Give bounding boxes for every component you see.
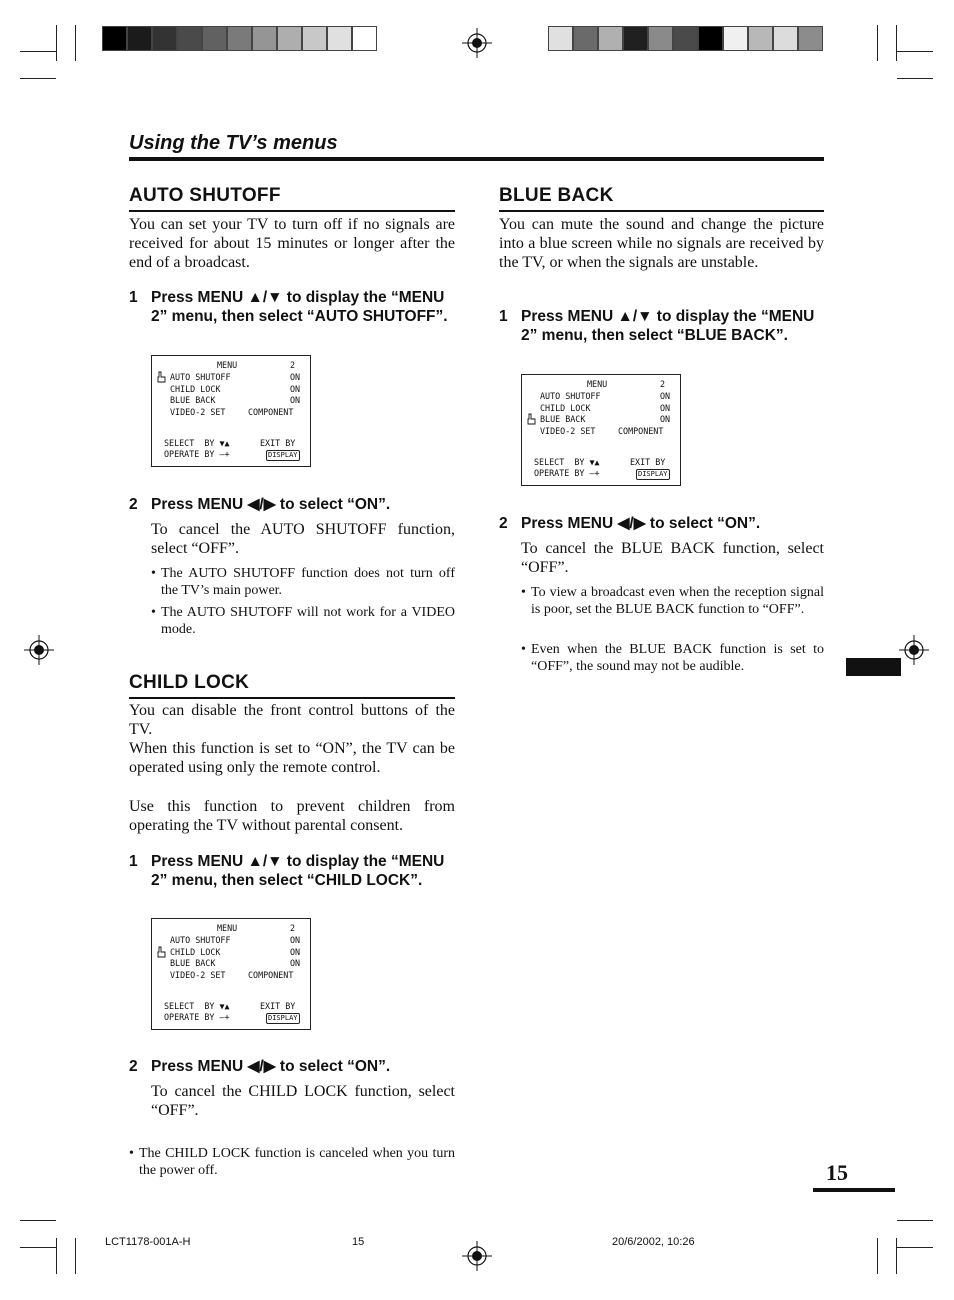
blue-back-step-1 — [499, 307, 824, 367]
child-lock-cancel: To cancel the CHILD LOCK function, select “OFF”. — [151, 1083, 455, 1120]
bullet-icon: • — [151, 605, 156, 620]
osd-item-label: BLUE BACK — [170, 958, 216, 968]
osd-header-label: MENU — [587, 379, 608, 389]
osd-display-badge: DISPLAY — [638, 470, 668, 478]
step-number: 2 — [129, 496, 138, 513]
calibration-swatch — [227, 26, 252, 51]
osd-item-label: BLUE BACK — [540, 414, 586, 424]
bullet-icon: • — [521, 642, 526, 657]
osd-item-label: BLUE BACK — [170, 395, 216, 405]
osd-item-label: AUTO SHUTOFF — [170, 935, 231, 945]
osd-select-hint: SELECT BY ▼▲ — [164, 1001, 230, 1011]
blue-back-cancel: To cancel the BLUE BACK function, select “OFF”. — [521, 540, 824, 577]
note-text: The AUTO SHUTOFF will not work for a VIDEO mode. — [161, 605, 455, 638]
step-text: Press MENU ▲/▼ to display the “MENU 2” menu, then select “AUTO SHUTOFF”. — [151, 289, 448, 326]
blue-back-step-2 — [499, 514, 824, 536]
osd-header-label: MENU — [217, 923, 238, 933]
step-text: Press MENU ◀/▶ to select “ON”. — [151, 496, 391, 513]
osd-exit-hint: EXIT BY — [260, 1001, 296, 1011]
step-text: Press MENU ▲/▼ to display the “MENU 2” menu, then select “CHILD LOCK”. — [151, 853, 445, 890]
calibration-swatch — [673, 26, 698, 51]
hand-pointer-icon — [157, 371, 168, 383]
osd-exit-hint: EXIT BY — [260, 438, 296, 448]
note-item — [129, 1145, 455, 1181]
step-text: Press MENU ◀/▶ to select “ON”. — [521, 515, 761, 532]
child-lock-rule — [129, 697, 455, 699]
child-lock-title: CHILD LOCK — [129, 672, 250, 693]
calibration-swatch — [202, 26, 227, 51]
registration-target-icon — [462, 1241, 492, 1271]
page-number-rule — [813, 1188, 895, 1192]
osd-header-label: MENU — [217, 360, 238, 370]
osd-item-value: ON — [290, 372, 301, 382]
auto-shutoff-title: AUTO SHUTOFF — [129, 185, 281, 206]
note-item — [521, 641, 824, 677]
calibration-swatch — [723, 26, 748, 51]
osd-item-label: CHILD LOCK — [540, 403, 591, 413]
child-lock-intro: You can disable the front control buttons of the TV. — [129, 702, 455, 739]
registration-target-icon — [462, 28, 492, 58]
note-text: Even when the BLUE BACK function is set to “OFF”, the sound may not be audible. — [531, 642, 824, 675]
hand-pointer-icon — [527, 413, 538, 425]
osd-header-num: 2 — [290, 360, 296, 370]
osd-menu-screen — [151, 355, 311, 467]
calibration-bar-left — [102, 26, 377, 51]
step-text: Press MENU ◀/▶ to select “ON”. — [151, 1058, 391, 1075]
note-item — [521, 584, 824, 638]
section-heading: Using the TV’s menus — [129, 132, 338, 154]
step-number: 1 — [129, 289, 138, 306]
blue-back-intro: You can mute the sound and change the picture into a blue screen while no signals are received by the TV, or when the signals are unstable. — [499, 216, 824, 272]
section-heading-rule — [129, 157, 824, 161]
osd-item-value: COMPONENT — [618, 426, 664, 436]
osd-item-label: AUTO SHUTOFF — [540, 391, 601, 401]
osd-item-value: ON — [290, 947, 301, 957]
osd-item-value: ON — [290, 395, 301, 405]
osd-item-value: ON — [660, 391, 671, 401]
registration-target-icon — [899, 635, 929, 665]
osd-exit-hint: EXIT BY — [630, 457, 666, 467]
step-number: 1 — [499, 308, 508, 325]
osd-operate-hint: OPERATE BY –+ — [534, 468, 600, 478]
calibration-swatch — [127, 26, 152, 51]
osd-display-badge: DISPLAY — [268, 451, 298, 459]
step-text: Press MENU ▲/▼ to display the “MENU 2” menu, then select “BLUE BACK”. — [521, 308, 815, 345]
auto-shutoff-cancel: To cancel the AUTO SHUTOFF function, select “OFF”. — [151, 521, 455, 558]
osd-item-label: VIDEO-2 SET — [170, 407, 226, 417]
step-number: 2 — [129, 1058, 138, 1075]
osd-menu-screen — [151, 918, 311, 1030]
osd-item-value: COMPONENT — [248, 970, 294, 980]
osd-menu-screen — [521, 374, 681, 486]
calibration-swatch — [177, 26, 202, 51]
child-lock-step-2 — [129, 1057, 455, 1079]
bullet-icon: • — [129, 1146, 134, 1161]
osd-header-num: 2 — [660, 379, 666, 389]
osd-operate-hint: OPERATE BY –+ — [164, 1012, 230, 1022]
osd-item-label: VIDEO-2 SET — [170, 970, 226, 980]
osd-select-hint: SELECT BY ▼▲ — [534, 457, 600, 467]
hand-pointer-icon — [157, 946, 168, 958]
calibration-swatch — [598, 26, 623, 51]
calibration-swatch — [798, 26, 823, 51]
osd-item-value: ON — [660, 403, 671, 413]
calibration-swatch — [102, 26, 127, 51]
auto-shutoff-step-1 — [129, 288, 455, 348]
step-number: 1 — [129, 853, 138, 870]
auto-shutoff-rule — [129, 210, 455, 212]
blue-back-title: BLUE BACK — [499, 185, 614, 206]
osd-item-value: ON — [290, 958, 301, 968]
note-item — [151, 604, 455, 640]
calibration-swatch — [698, 26, 723, 51]
registration-target-icon — [24, 635, 54, 665]
bullet-icon: • — [151, 566, 156, 581]
osd-item-label: CHILD LOCK — [170, 947, 221, 957]
calibration-swatch — [573, 26, 598, 51]
calibration-swatch — [327, 26, 352, 51]
calibration-swatch — [252, 26, 277, 51]
child-lock-intro: Use this function to prevent children from operating the TV without parental consent. — [129, 798, 455, 835]
osd-display-badge: DISPLAY — [268, 1014, 298, 1022]
note-text: To view a broadcast even when the reception signal is poor, set the BLUE BACK function to “OFF”. — [531, 585, 824, 618]
calibration-swatch — [302, 26, 327, 51]
calibration-swatch — [277, 26, 302, 51]
page-number: 15 — [826, 1160, 848, 1185]
note-item — [151, 565, 455, 601]
child-lock-intro: When this function is set to “ON”, the TV can be operated using only the remote control. — [129, 740, 455, 777]
footer-doc-code: LCT1178-001A-H — [105, 1236, 191, 1248]
footer-page: 15 — [352, 1236, 365, 1248]
note-text: The CHILD LOCK function is canceled when you turn the power off. — [139, 1146, 455, 1179]
osd-select-hint: SELECT BY ▼▲ — [164, 438, 230, 448]
osd-item-value: ON — [290, 935, 301, 945]
blue-back-rule — [499, 210, 824, 212]
section-thumb-tab — [846, 658, 901, 676]
osd-item-label: AUTO SHUTOFF — [170, 372, 231, 382]
bullet-icon: • — [521, 585, 526, 600]
osd-header-num: 2 — [290, 923, 296, 933]
osd-item-value: ON — [660, 414, 671, 424]
note-text: The AUTO SHUTOFF function does not turn off the TV’s main power. — [161, 566, 455, 599]
footer-datetime: 20/6/2002, 10:26 — [612, 1236, 695, 1248]
child-lock-step-1 — [129, 852, 455, 912]
step-number: 2 — [499, 515, 508, 532]
calibration-swatch — [648, 26, 673, 51]
osd-item-value: COMPONENT — [248, 407, 294, 417]
calibration-swatch — [623, 26, 648, 51]
calibration-swatch — [152, 26, 177, 51]
osd-operate-hint: OPERATE BY –+ — [164, 449, 230, 459]
calibration-swatch — [548, 26, 573, 51]
auto-shutoff-step-2 — [129, 495, 455, 517]
calibration-bar-right — [548, 26, 823, 51]
calibration-swatch — [748, 26, 773, 51]
calibration-swatch — [352, 26, 377, 51]
osd-item-label: VIDEO-2 SET — [540, 426, 596, 436]
osd-item-label: CHILD LOCK — [170, 384, 221, 394]
calibration-swatch — [773, 26, 798, 51]
auto-shutoff-intro: You can set your TV to turn off if no signals are received for about 15 minutes or longer after the end of a broadcast. — [129, 216, 455, 272]
osd-item-value: ON — [290, 384, 301, 394]
